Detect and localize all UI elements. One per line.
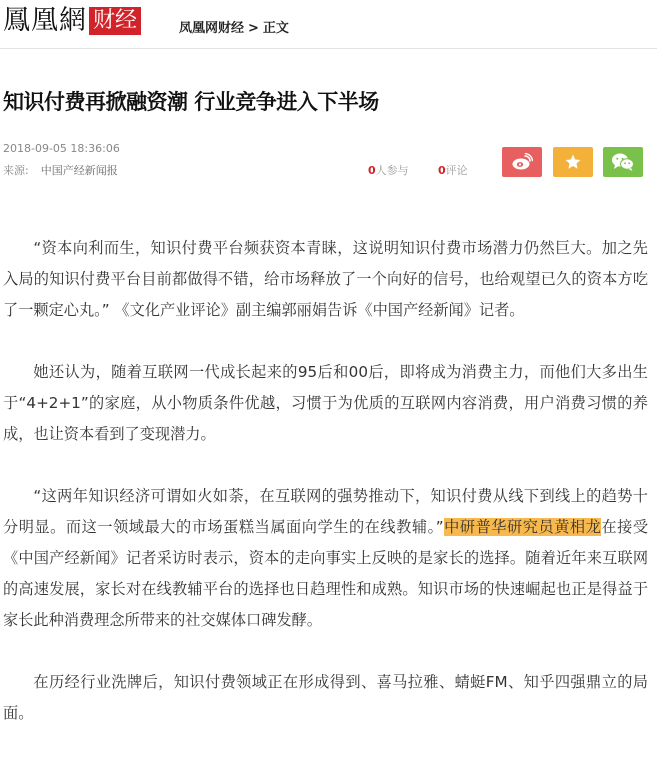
paragraph-text: 在接受《中国产经新闻》记者采访时表示，资本的走向事实上反映的是家长的选择。随着近年来互联网的高速发展，家长对在线教辅平台的选择也日趋理性和成熟。知识市场的快速崛起也正是得益于家长此种消费理念所带来的社交媒体口碑发酵。 [3,518,649,629]
article-paragraph: 她还认为，随着互联网一代成长起来的95后和00后，即将成为消费主力，而他们大多出生于“4+2+1”的家庭，从小物质条件优越，习惯于为优质的互联网内容消费，用户消费习惯的养成，也让资本看到了变现潜力。 [3,363,648,443]
article-body [3,233,648,760]
share-weibo-button[interactable] [502,147,542,177]
breadcrumb-site-link[interactable]: 凤凰网财经 [179,21,245,36]
breadcrumb-current: 正文 [262,21,289,36]
logo-channel-badge: 财经 [89,7,141,35]
site-logo[interactable] [3,6,141,36]
site-header [0,0,657,48]
breadcrumb-separator: > [248,21,259,36]
weibo-icon [511,153,533,171]
article-paragraph: “资本向利而生，知识付费平台频获资本青睐，这说明知识付费市场潜力仍然巨大。加之先入局的知识付费平台目前都做得不错，给市场释放了一个向好的信号，也给观望已久的资本方吃了一颗定心丸。” 《文化产业评论》副主编郭丽娟告诉《中国产经新闻》记者。 [3,239,648,319]
comment-count-label: 评论 [445,164,468,177]
source-label: 来源: [3,164,29,177]
article-title: 知识付费再掀融资潮 行业竞争进入下半场 [3,90,379,114]
header-divider [0,48,657,49]
article-source [3,162,118,178]
favorite-button[interactable] [553,147,593,177]
comment-count-number: 0 [438,164,446,177]
logo-text: 鳳凰網 [3,5,87,36]
star-icon [564,153,582,171]
article-paragraph: 在历经行业洗牌后，知识付费领域正在形成得到、喜马拉雅、蜻蜓FM、知乎四强鼎立的局面。 [3,673,648,722]
breadcrumb [179,17,289,36]
participant-count-number: 0 [368,164,376,177]
share-wechat-button[interactable] [603,147,643,177]
source-name[interactable]: 中国产经新闻报 [40,164,118,177]
article-paragraph [3,481,648,636]
article-datetime: 2018-09-05 18:36:06 [3,142,120,155]
paragraph-text: “这两年知识经济可谓如火如荼，在互联网的强势推动下，知识付费从线下到线上的趋势十分明显。而这一领域最大的市场蛋糕当属面向学生的在线教辅。” [3,487,648,536]
participant-count[interactable] [368,162,409,178]
wechat-icon [611,152,635,172]
comment-count[interactable] [438,162,468,178]
highlighted-text: 中研普华研究员黄相龙 [443,518,602,536]
participant-count-label: 人参与 [375,164,409,177]
